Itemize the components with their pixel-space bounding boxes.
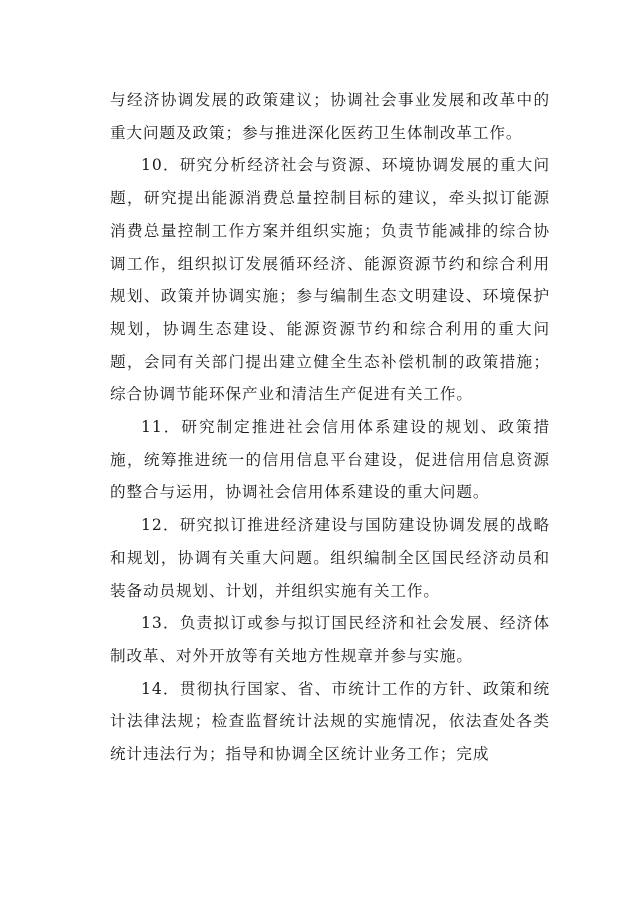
paragraph-item-14: 14．贯彻执行国家、省、市统计工作的方针、政策和统计法律法规；检查监督统计法规的实施情况，依法查处各类统计违法行为；指导和协调全区统计业务工作；完成 [110, 679, 550, 764]
paragraph-continuation: 与经济协调发展的政策建议；协调社会事业发展和改革中的重大问题及政策；参与推进深化医药卫生体制改革工作。 [110, 91, 550, 142]
paragraph-item-11: 11．研究制定推进社会信用体系建设的规划、政策措施，统筹推进统一的信用信息平台建设，促进信用信息资源的整合与运用，协调社会信用体系建设的重大问题。 [110, 418, 550, 502]
paragraph-item-13: 13．负责拟订或参与拟订国民经济和社会发展、经济体制改革、对外开放等有关地方性规章并参与实施。 [110, 614, 550, 665]
document-body [110, 84, 550, 771]
paragraph-item-10: 10．研究分析经济社会与资源、环境协调发展的重大问题，研究提出能源消费总量控制目标的建议，牵头拟订能源消费总量控制工作方案并组织实施；负责节能减排的综合协调工作，组织拟订发展循环经济、能源资源节约和综合利用规划、政策并协调实施；参与编制生态文明建设、环境保护规划，协调生态建设、能源资源节约和综合利用的重大问题，会同有关部门提出建立健全生态补偿机制的政策措施；综合协调节能环保产业和清洁生产促进有关工作。 [110, 156, 550, 404]
paragraph-item-12: 12．研究拟订推进经济建设与国防建设协调发展的战略和规划，协调有关重大问题。组织编制全区国民经济动员和装备动员规划、计划，并组织实施有关工作。 [110, 516, 550, 600]
